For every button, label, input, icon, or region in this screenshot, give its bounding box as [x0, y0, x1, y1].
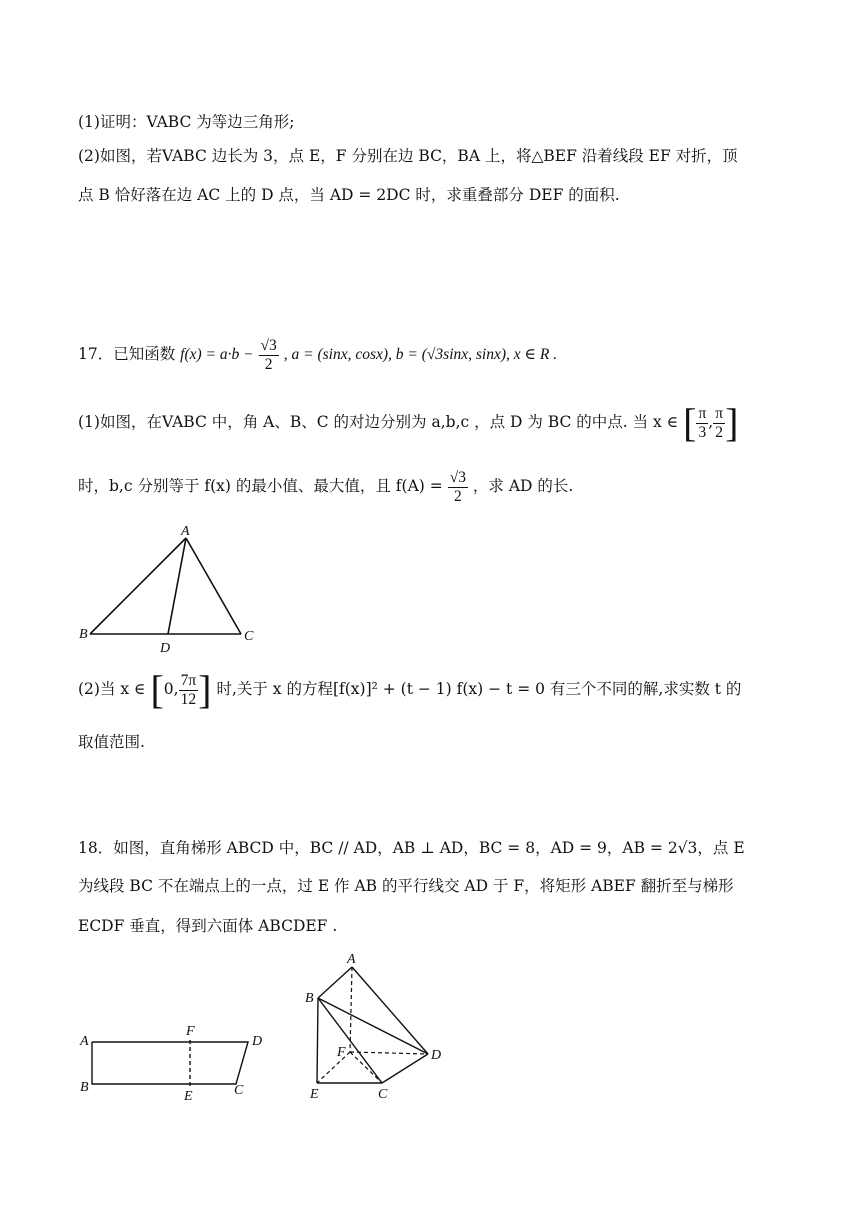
label-f: F	[186, 1024, 195, 1039]
right-bracket-symbol: ]	[725, 400, 739, 445]
q17-stem-rest: , a = (sinx, cosx), b = (√3sinx, sinx), x ∈ R .	[283, 346, 558, 363]
right-bracket-symbol: ]	[198, 667, 212, 712]
q17-part2-interval-frac	[179, 672, 199, 709]
q18-hexahedron-figure	[300, 950, 460, 1105]
q17-stem-frac-den: 2	[264, 355, 273, 373]
label-b: B	[305, 991, 314, 1006]
q17-interval-a-den: 3	[698, 423, 707, 441]
edge-af-hidden	[350, 967, 352, 1052]
q17-part1-line2-frac-den: 2	[453, 487, 462, 505]
q17-part2-line2: 取值范围.	[78, 733, 145, 751]
q17-interval-a-num: π	[698, 404, 707, 422]
label-a: A	[347, 952, 356, 967]
label-c: C	[234, 1083, 244, 1098]
label-c: C	[378, 1087, 388, 1102]
q17-part2-frac-den: 12	[180, 690, 197, 708]
edge-ab	[318, 967, 352, 998]
q17-part1-line2	[78, 466, 790, 506]
q17-part2-interval-lo: 0,	[163, 680, 179, 698]
left-bracket-symbol: [	[683, 400, 697, 445]
q18-line1: 18．如图，直角梯形 ABCD 中，BC // AD，AB ⊥ AD，BC = 8，AD = 9，AB = 2√3，点 E	[78, 839, 745, 857]
q17-stem-frac-num: √3	[260, 336, 277, 354]
left-bracket-symbol: [	[150, 667, 164, 712]
q17-part2-frac-num: 7π	[180, 671, 197, 689]
q17-interval-b-den: 2	[715, 423, 724, 441]
q17-part2-rest: 时,关于 x 的方程[f(x)]² + (t − 1) f(x) − t = 0 有三个不同的解,求实数 t 的	[216, 680, 742, 698]
q17-stem-fraction	[259, 337, 279, 374]
q17-stem-formula: f(x) = a·b −	[180, 346, 254, 363]
q17-part1-text: (1)如图，在VABC 中，角 A、B、C 的对边分别为 a,b,c ，点 D 为 BC 的中点. 当 x ∈	[78, 413, 679, 431]
q17-part1-line2-frac-num: √3	[449, 468, 466, 486]
edge-fc-hidden	[350, 1052, 382, 1083]
q17-part1-line2-fraction	[448, 469, 468, 506]
trapezoid-outline	[92, 1042, 248, 1084]
edge-fd-hidden	[350, 1052, 428, 1054]
q17-part1-line1: (1)如图，在VABC 中，角 A、B、C 的对边分别为 a,b,c ，点 D 为 BC 的中点. 当 x ∈ [ $\frac{\pi}{3}$ , $\frac{\pi}{2}$ ]	[78, 400, 739, 445]
edge-cd	[382, 1054, 428, 1083]
edge-bd	[318, 998, 428, 1054]
q18-line3: ECDF 垂直，得到六面体 ABCDEF .	[78, 917, 338, 935]
q16-part2-line1: (2)如图，若VABC 边长为 3，点 E，F 分别在边 BC，BA 上，将△BEF 沿着线段 EF 对折，顶	[78, 147, 738, 165]
q17-part1-line2-a: 时，b,c 分别等于 f(x) 的最小值、最大值，且 f(A) =	[78, 477, 443, 495]
label-b: B	[79, 627, 88, 642]
edge-ad	[352, 967, 428, 1054]
label-b: B	[80, 1080, 89, 1095]
label-a: A	[181, 524, 190, 539]
label-d: D	[431, 1048, 442, 1063]
label-c: C	[244, 629, 254, 644]
label-e: E	[184, 1089, 193, 1104]
q17-triangle-figure	[76, 522, 266, 657]
label-d: D	[252, 1034, 263, 1049]
q16-part1: (1)证明：VABC 为等边三角形;	[78, 113, 295, 131]
q17-part2-line1	[78, 666, 790, 712]
q17-part1-line2-b: ，求 AD 的长.	[472, 477, 574, 495]
edge-ab	[90, 538, 186, 634]
q16-part2-line2: 点 B 恰好落在边 AC 上的 D 点，当 AD = 2DC 时，求重叠部分 DEF 的面积.	[78, 186, 620, 204]
label-d: D	[160, 641, 171, 656]
q17-part2-prefix: (2)当 x ∈	[78, 680, 146, 698]
q17-interval-b-num: π	[715, 404, 724, 422]
label-e: E	[310, 1087, 319, 1102]
q18-trapezoid-figure	[76, 1020, 276, 1110]
q17-interval-b	[713, 405, 725, 442]
q18-line2: 为线段 BC 不在端点上的一点，过 E 作 AB 的平行线交 AD 于 F，将矩形 ABEF 翻折至与梯形	[78, 877, 734, 895]
edge-ac	[186, 538, 241, 634]
q17-interval-a	[696, 405, 708, 442]
edge-be	[317, 998, 318, 1083]
label-a: A	[80, 1034, 89, 1049]
q17-stem	[78, 334, 790, 375]
label-f: F	[337, 1045, 346, 1060]
q17-stem-prefix: 17．已知函数	[78, 345, 176, 363]
